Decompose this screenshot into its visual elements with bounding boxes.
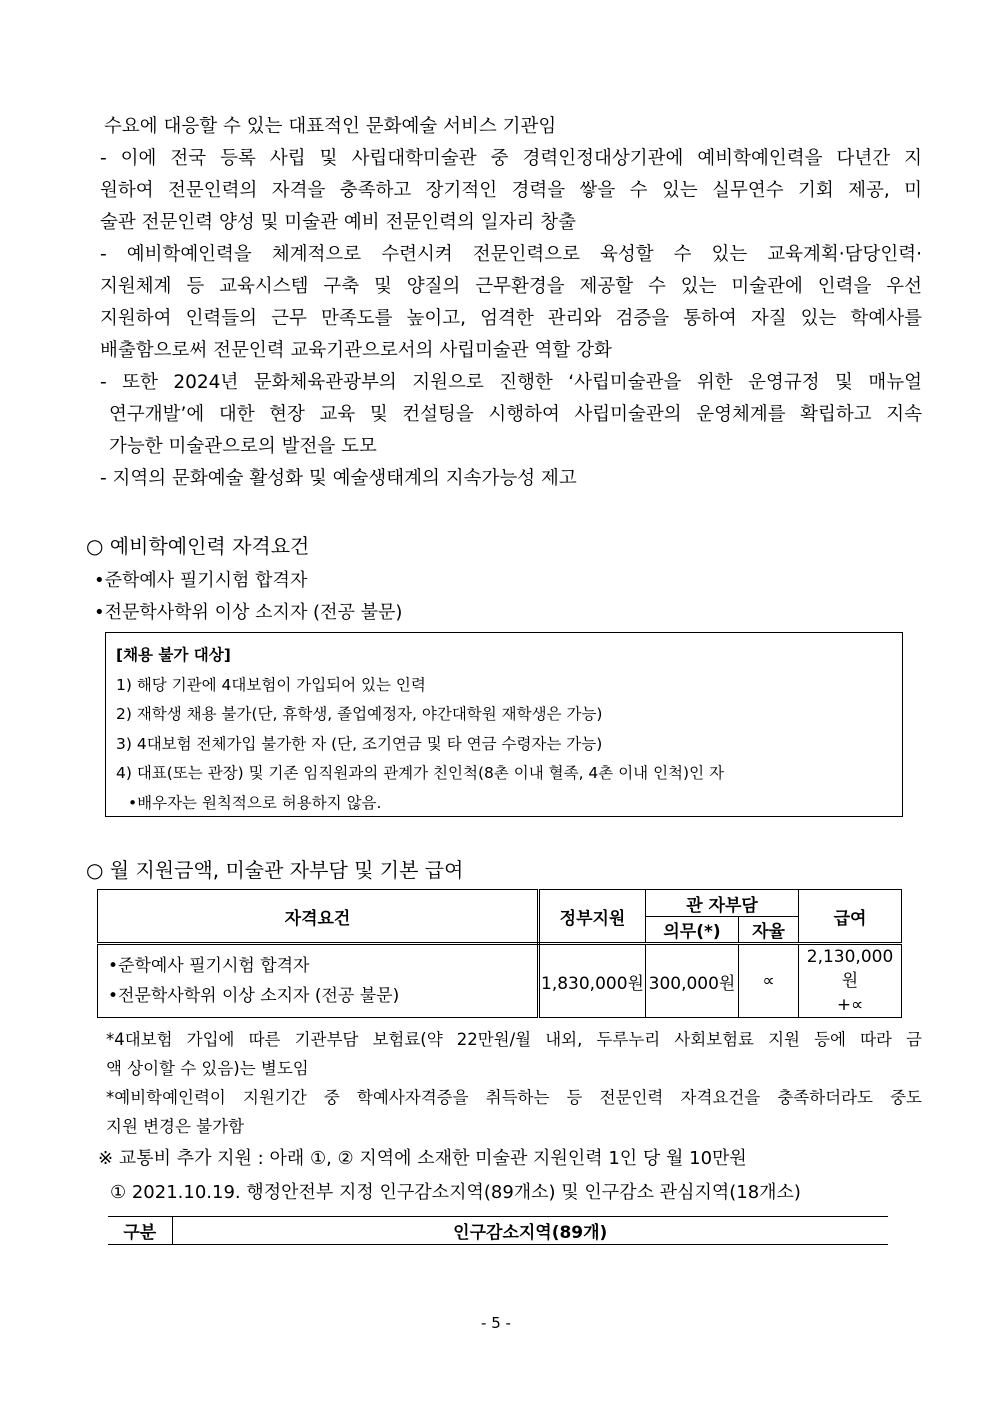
pay-header-gov: 정부지원 xyxy=(539,890,646,944)
excluded-item: 4) 대표(또는 관장) 및 기존 임직원과의 관계가 친인척(8촌 이내 혈족, 4촌 이내 인척)인 자 xyxy=(116,764,724,782)
pay-row-salary xyxy=(799,944,902,1018)
pay-row-qualification xyxy=(98,944,539,1018)
intro-paragraph xyxy=(100,111,922,495)
intro-line: 술관 전문인력 양성 및 미술관 예비 전문인력의 일자리 창출 xyxy=(100,212,576,233)
intro-line: 배출함으로써 전문인력 교육기관으로서의 사립미술관 역할 강화 xyxy=(100,340,612,361)
note-line: 지원 변경은 불가함 xyxy=(106,1117,245,1136)
insurance-note xyxy=(106,1025,922,1083)
pay-row-qualification-line: •준학예사 필기시험 합격자 xyxy=(108,956,310,976)
change-note xyxy=(106,1083,922,1141)
intro-line: 지원하여 인력들의 근무 만족도를 높이고, 엄격한 관리와 검증을 통하여 자질 있는 학예사를 xyxy=(100,308,922,329)
excluded-box-title: [채용 불가 대상] xyxy=(116,646,231,664)
pay-header-voluntary: 자율 xyxy=(739,917,799,944)
excluded-item: 1) 해당 기관에 4대보험이 가입되어 있는 인력 xyxy=(116,675,426,694)
intro-line: 연구개발’에 대한 현장 교육 및 컨설팅을 시행하여 사립미술관의 운영체계를 확립하고 지속 xyxy=(109,404,922,425)
transport-support-note: ※ 교통비 추가 지원 : 아래 ①, ② 지역에 소재한 미술관 지원인력 1인 당 월 10만원 xyxy=(98,1148,747,1169)
excluded-box xyxy=(105,632,903,817)
intro-line: 원하여 전문인력의 자격을 충족하고 장기적인 경력을 쌓을 수 있는 실무연수 기회 제공, 미 xyxy=(100,180,922,201)
qualification-heading: ○ 예비학예인력 자격요건 xyxy=(86,534,310,558)
pay-table xyxy=(97,889,902,1018)
note-line: *예비학예인력이 지원기간 중 학예사자격증을 취득하는 등 전문인력 자격요건을 충족하더라도 중도 xyxy=(106,1088,922,1107)
pay-header-qualification: 자격요건 xyxy=(98,890,539,944)
pay-header-salary: 급여 xyxy=(799,890,902,944)
intro-line: - 예비학예인력을 체계적으로 수련시켜 전문인력으로 육성할 수 있는 교육계획·담당인력· xyxy=(100,244,922,265)
pay-row-gov: 1,830,000원 xyxy=(539,944,646,1018)
pay-header-mandatory: 의무(*) xyxy=(646,917,739,944)
intro-line: - 지역의 문화예술 활성화 및 예술생태계의 지속가능성 제고 xyxy=(100,468,577,489)
region-note: ① 2021.10.19. 행정안전부 지정 인구감소지역(89개소) 및 인구감소 관심지역(18개소) xyxy=(110,1182,801,1203)
excluded-sub-item: •배우자는 원칙적으로 허용하지 않음. xyxy=(128,793,382,812)
pay-row-mandatory: 300,000원 xyxy=(646,944,739,1018)
region-header-population-decline: 인구감소지역(89개) xyxy=(172,1217,888,1245)
region-header-category: 구분 xyxy=(108,1217,172,1245)
page-number: - 5 - xyxy=(481,1314,511,1332)
note-line: 액 상이할 수 있음)는 별도임 xyxy=(106,1059,309,1078)
note-line: *4대보험 가입에 따른 기관부담 보험료(약 22만원/월 내외, 두루누리 사회보험료 지원 등에 따라 금 xyxy=(106,1030,922,1049)
intro-line: - 이에 전국 등록 사립 및 사립대학미술관 중 경력인정대상기관에 예비학예인력을 다년간 지 xyxy=(100,148,922,169)
intro-line: - 또한 2024년 문화체육관광부의 지원으로 진행한 ‘사립미술관을 위한 운영규정 및 매뉴얼 xyxy=(100,372,922,393)
pay-row-salary-line: 2,130,000원 xyxy=(806,947,894,991)
pay-header-self-burden: 관 자부담 xyxy=(646,890,799,917)
qualification-bullet: •전문학사학위 이상 소지자 (전공 불문) xyxy=(94,602,403,623)
region-table xyxy=(108,1216,888,1245)
pay-heading: ○ 월 지원금액, 미술관 자부담 및 기본 급여 xyxy=(86,858,464,882)
pay-row-qualification-line: •전문학사학위 이상 소지자 (전공 불문) xyxy=(108,986,400,1006)
excluded-item: 2) 재학생 채용 불가(단, 휴학생, 졸업예정자, 야간대학원 재학생은 가능) xyxy=(116,705,603,723)
intro-line: 지원체계 등 교육시스템 구축 및 양질의 근무환경을 제공할 수 있는 미술관에 인력을 우선 xyxy=(100,276,922,297)
intro-line: 가능한 미술관으로의 발전을 도모 xyxy=(109,436,377,457)
excluded-item: 3) 4대보험 전체가입 불가한 자 (단, 조기연금 및 타 연금 수령자는 가능) xyxy=(116,734,603,753)
qualification-bullet: •준학예사 필기시험 합격자 xyxy=(94,570,308,591)
intro-line: 수요에 대응할 수 있는 대표적인 문화예술 서비스 기관임 xyxy=(104,116,557,137)
pay-row-voluntary: ∝ xyxy=(739,944,799,1018)
pay-row-salary-line: +∝ xyxy=(836,995,864,1015)
